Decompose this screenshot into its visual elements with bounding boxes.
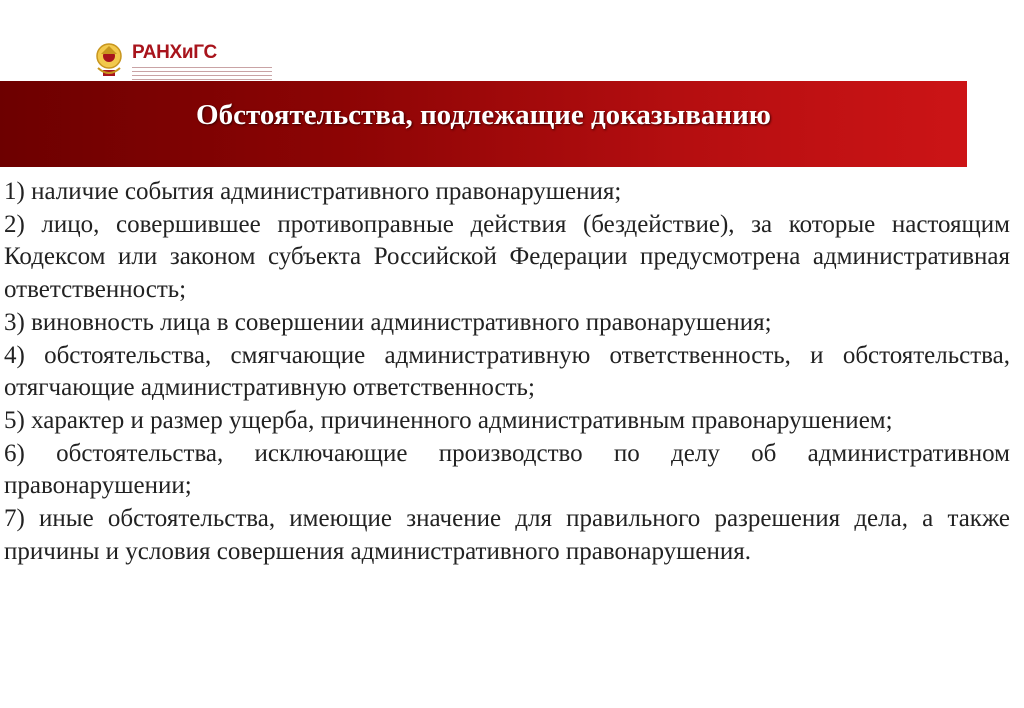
list-item: 1) наличие события административного правонарушения; xyxy=(4,178,622,205)
list-item: 2) лицо, совершившее противоправные действия (бездействие), за которые настоящим Кодексом или законом субъекта Российской Федерации предусмотрена административная ответственность; xyxy=(4,210,1010,304)
list-item: 4) обстоятельства, смягчающие административную ответственность, и обстоятельства, отягчающие административную ответственность; xyxy=(4,341,1010,402)
logo xyxy=(92,40,292,84)
emblem-icon xyxy=(92,40,126,80)
logo-subtitle-line xyxy=(132,75,272,76)
list-item: 6) обстоятельства, исключающие производство по делу об административном правонарушении; xyxy=(4,439,1010,500)
logo-subtitle-line xyxy=(132,79,272,80)
content-list xyxy=(4,176,1010,568)
list-item: 3) виновность лица в совершении административного правонарушения; xyxy=(4,308,772,336)
logo-name: РАНХиГС xyxy=(132,42,217,63)
logo-subtitle-line xyxy=(132,67,272,68)
list-item: 5) характер и размер ущерба, причиненного административным правонарушением; xyxy=(4,406,893,434)
list-item: 7) иные обстоятельства, имеющие значение для правильного разрешения дела, а также причины и условия совершения административного правонарушения. xyxy=(4,505,1010,565)
slide-title: Обстоятельства, подлежащие доказыванию xyxy=(196,99,771,131)
logo-subtitle-line xyxy=(132,71,272,72)
title-banner xyxy=(0,81,967,167)
